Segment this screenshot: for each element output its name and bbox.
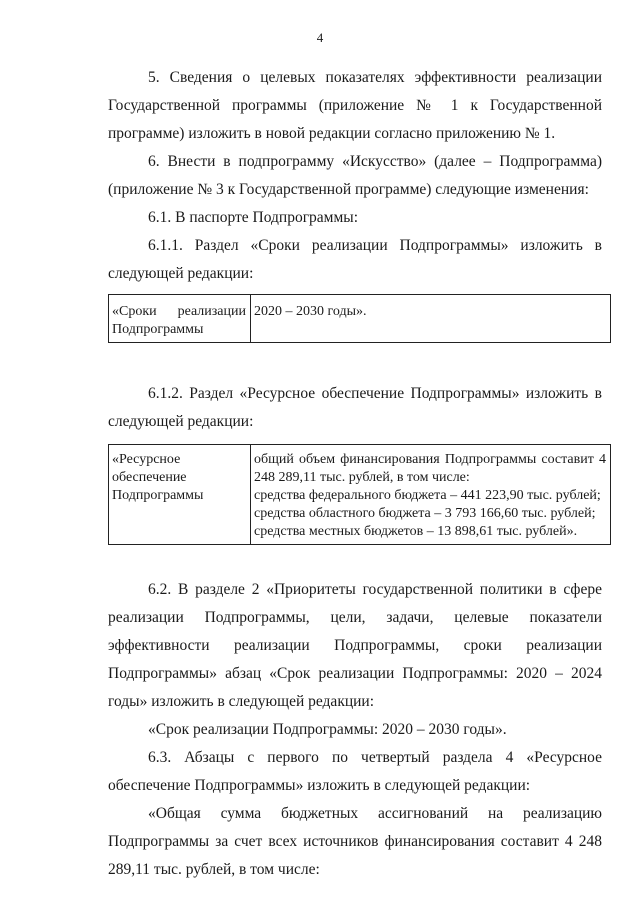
paragraph-6-3-quote: «Общая сумма бюджетных ассигнований на реализацию Подпрограммы за счет всех источников финансирования составит 4 248 289,11 тыс. рублей, в том числе: <box>108 805 602 878</box>
term-label-cell: «Сроки реализации Подпрограммы <box>109 295 251 343</box>
resources-total: общий объем финансирования Подпрограммы составит 4 248 289,11 тыс. рублей, в том числе: <box>254 452 606 485</box>
page-number: 4 <box>316 30 324 45</box>
resources-label-line: обеспечение <box>112 470 187 485</box>
paragraph-6: 6. Внести в подпрограмму «Искусство» (далее – Подпрограмма) (приложение № 3 к Государственной программе) следующие изменения: <box>108 153 602 198</box>
resources-label-cell <box>109 445 251 545</box>
paragraph-6-2-quote: «Срок реализации Подпрограммы: 2020 – 2030 годы». <box>148 721 507 738</box>
paragraph-6-1-2: 6.1.2. Раздел «Ресурсное обеспечение Подпрограммы» изложить в следующей редакции: <box>108 385 602 430</box>
table-row <box>109 445 611 545</box>
resources-federal: средства федерального бюджета – 441 223,90 тыс. рублей; <box>254 488 601 503</box>
resources-value-cell <box>251 445 611 545</box>
resources-local: средства местных бюджетов – 13 898,61 тыс. рублей». <box>254 524 578 539</box>
paragraph-6-3: 6.3. Абзацы с первого по четвертый раздела 4 «Ресурсное обеспечение Подпрограммы» изложить в следующей редакции: <box>108 749 602 794</box>
paragraph-6-1: 6.1. В паспорте Подпрограммы: <box>148 209 359 226</box>
resources-label-line: «Ресурсное <box>112 452 181 467</box>
paragraph-6-2: 6.2. В разделе 2 «Приоритеты государственной политики в сфере реализации Подпрограммы, цели, задачи, целевые показатели эффективности реализации Подпрограммы, сроки реализации Подпрограммы» абзац «Срок реализации Подпрограммы: 2020 – 2024 годы» изложить в следующей редакции: <box>108 581 602 710</box>
resources-label-line: Подпрограммы <box>112 488 204 503</box>
term-table <box>108 294 611 343</box>
paragraph-5: 5. Сведения о целевых показателях эффективности реализации Государственной программы (приложение № 1 к Государственной программе) изложить в новой редакции согласно приложению № 1. <box>108 69 602 142</box>
resources-regional: средства областного бюджета – 3 793 166,60 тыс. рублей; <box>254 506 596 521</box>
document-body <box>108 60 606 884</box>
term-value-cell: 2020 – 2030 годы». <box>251 295 611 343</box>
table-row <box>109 295 611 343</box>
paragraph-6-1-1: 6.1.1. Раздел «Сроки реализации Подпрограммы» изложить в следующей редакции: <box>108 237 602 282</box>
resources-table <box>108 444 611 545</box>
